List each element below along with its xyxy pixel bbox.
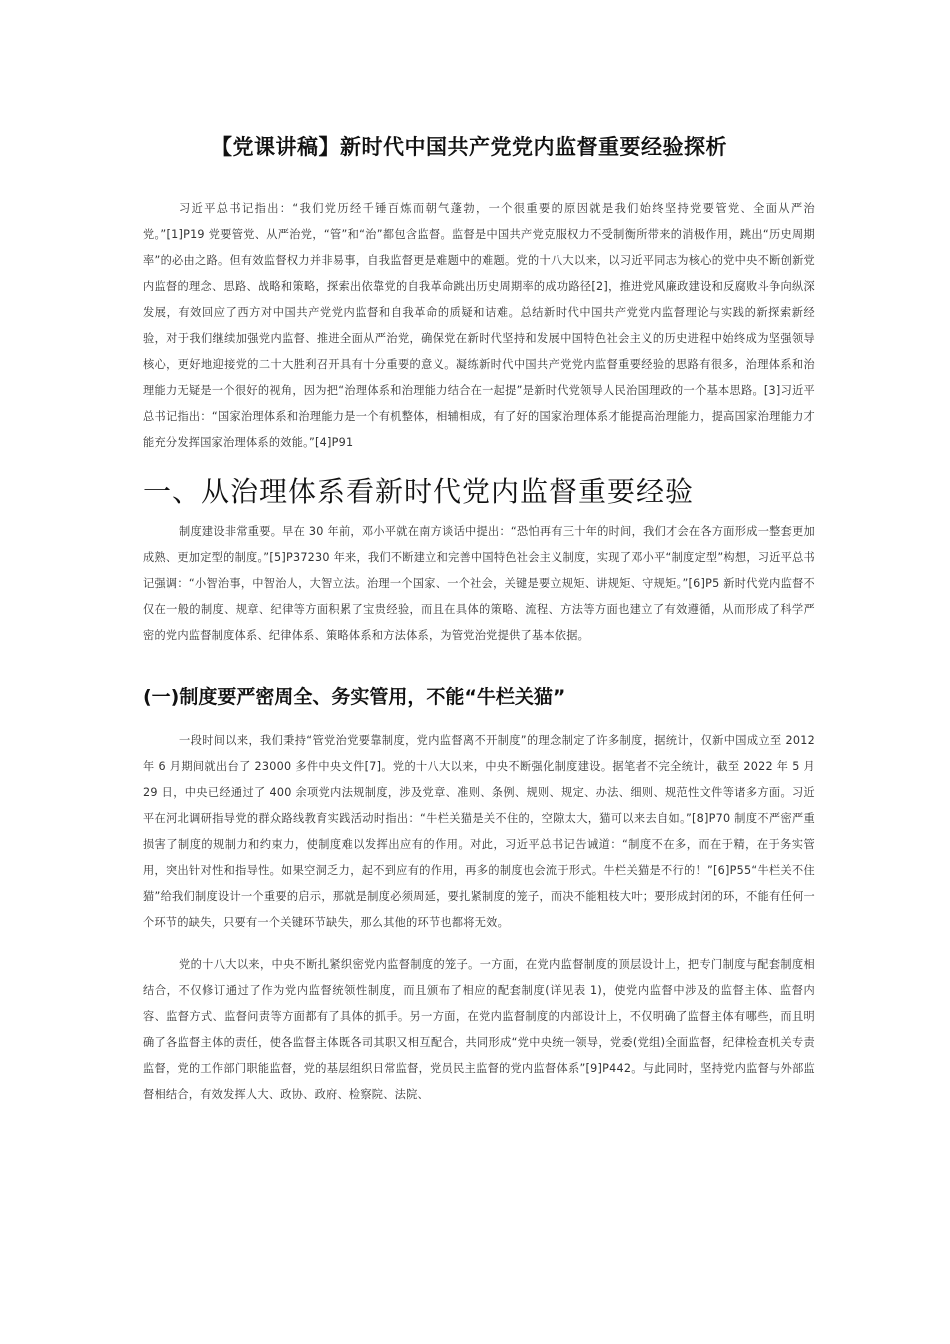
subsection-1-paragraph-1: 一段时间以来，我们秉持“管党治党要靠制度，党内监督离不开制度”的理念制定了许多制度，据统计，仅新中国成立至 2012 年 6 月期间就出台了 23000 多件中央文件[7]。党的十八大以来，中央不断强化制度建设。据笔者不完全统计，截至 2022 年 5 月 29 日，中央已经通过了 400 余项党内法规制度，涉及党章、准则、条例、规则、规定、办法、细则、规范性文件等诸多方面。习近平在河北调研指导党的群众路线教育实践活动时指出：“牛栏关猫是关不住的，空隙太大，猫可以来去自如。”[8]P70 制度不严密严重损害了制度的规制力和约束力，使制度难以发挥出应有的作用。对此，习近平总书记告诫道：“制度不在多，而在于精，在于务实管用，突出针对性和指导性。如果空洞乏力，起不到应有的作用，再多的制度也会流于形式。牛栏关猫是不行的！”[6]P55“牛栏关不住猫”给我们制度设计一个重要的启示，那就是制度必须周延，要扎紧制度的笼子，而决不能粗枝大叶；要形成封闭的环，不能有任何一个环节的缺失，只要有一个关键环节缺失，那么其他的环节也都将无效。 [143,734,815,929]
section-1-heading: 一、从治理体系看新时代党内监督重要经验 [143,475,695,508]
intro-paragraph: 习近平总书记指出：“我们党历经千锤百炼而朝气蓬勃，一个很重要的原因就是我们始终坚持党要管党、全面从严治党。”[1]P19 党要管党、从严治党，“管”和“治”都包含监督。监督是中国共产党克服权力不受制衡所带来的消极作用，跳出“历史周期率”的必由之路。但有效监督权力并非易事，自我监督更是难题中的难题。党的十八大以来，以习近平同志为核心的党中央不断创新党内监督的理念、思路、战略和策略，探索出依靠党的自我革命跳出历史周期率的成功路径[2]，推进党风廉政建设和反腐败斗争向纵深发展，有效回应了西方对中国共产党党内监督和自我革命的质疑和诘难。总结新时代中国共产党党内监督理论与实践的新探索新经验，对于我们继续加强党内监督、推进全面从严治党，确保党在新时代坚持和发展中国特色社会主义的历史进程中始终成为坚强领导核心，更好地迎接党的二十大胜利召开具有十分重要的意义。凝练新时代中国共产党党内监督重要经验的思路有很多，治理体系和治理能力无疑是一个很好的视角，因为把“治理体系和治理能力结合在一起提”是新时代党领导人民治国理政的一个基本思路。[3]习近平总书记指出：“国家治理体系和治理能力是一个有机整体，相辅相成，有了好的国家治理体系才能提高治理能力，提高国家治理能力才能充分发挥国家治理体系的效能。”[4]P91 [143,202,815,449]
document-title: 【党课讲稿】新时代中国共产党党内监督重要经验探析 [211,135,727,159]
subsection-1-paragraph-2: 党的十八大以来，中央不断扎紧织密党内监督制度的笼子。一方面，在党内监督制度的顶层设计上，把专门制度与配套制度相结合，不仅修订通过了作为党内监督统领性制度，而且颁布了相应的配套制度(详见表 1)，使党内监督中涉及的监督主体、监督内容、监督方式、监督问责等方面都有了具体的抓手。另一方面，在党内监督制度的内部设计上，不仅明确了监督主体有哪些，而且明确了各监督主体的责任，使各监督主体既各司其职又相互配合，共同形成“党中央统一领导，党委(党组)全面监督，纪律检查机关专责监督，党的工作部门职能监督，党的基层组织日常监督，党员民主监督的党内监督体系”[9]P442。与此同时，坚持党内监督与外部监督相结合，有效发挥人大、政协、政府、检察院、法院、 [143,958,815,1101]
subsection-1-heading: (一)制度要严密周全、务实管用，不能“牛栏关猫” [143,686,566,708]
section-1-paragraph: 制度建设非常重要。早在 30 年前，邓小平就在南方谈话中提出：“恐怕再有三十年的时间，我们才会在各方面形成一整套更加成熟、更加定型的制度。”[5]P37230 年来，我们不断建立和完善中国特色社会主义制度，实现了邓小平“制度定型”构想，习近平总书记强调：“小智治事，中智治人，大智立法。治理一个国家、一个社会，关键是要立规矩、讲规矩、守规矩。”[6]P5 新时代党内监督不仅在一般的制度、规章、纪律等方面积累了宝贵经验，而且在具体的策略、流程、方法等方面也建立了有效遵循，从而形成了科学严密的党内监督制度体系、纪律体系、策略体系和方法体系，为管党治党提供了基本依据。 [143,525,815,642]
